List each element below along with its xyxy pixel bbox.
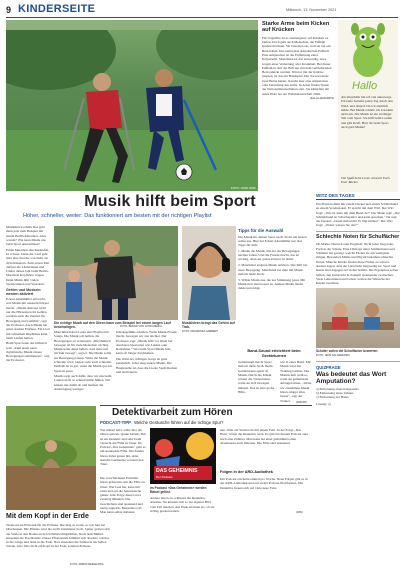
middle-para-2: Musik sorgt auch dafür, dass wir uns beim Laufen nicht so schnell müde fühlen. Wir lenken uns damit ab und merken die Anstrengung weniger. (54, 374, 112, 392)
peanut-text: Vielerorts ist Erntezeit für die Erdnuss. Die mag es warm, so wie hier bei Oberhausen. Die Pflanze wird bis zu 60 Zentimeter hoch. Später graben sich die Stiele in den Boden zu den Schmetterlingsblüten. Nach dem Blühen entstehen die Fruchtstiele. Dieser Pflanzenteil krümmt sich abwärts, wächst in die Länge und dann in die Erde. Dort entstehen die Samen in der hellen Schale. Also bitte nicht ein Kopf in der Erde, sondern Erdnuss. (6, 523, 110, 549)
folgen-head: Folgen in der ARD-Audiothek (220, 470, 273, 474)
podcast-cover-caption: Im Podcast »Das Geheimnis« werden Rätsel gelöst. (150, 486, 207, 495)
tips-point-3: 3. Wähle Musik aus, die zur Stimmung passt. Mit Musik hört man besser zu. Andere Musik macht müde und ruhig. (238, 277, 306, 291)
quiz-solution: Lösung: a) (316, 401, 331, 406)
left-para-2: Einen Marathon durchzulaufen, ist schwer. Denn der Lauf geht über eine Strecke von mehr als 40 Kilometern. Zum ersten Mal durften die Läuferinnen und Läufer dieses Jahr beim Berlin-Marathon Kopfhörer tragen. Denn Musik hilft vielen Sportlerinnen und Sportlern. (6, 247, 50, 287)
mascot-greeting: Hallo (352, 80, 378, 92)
peanut-scene (6, 406, 96, 510)
podcast-rule (100, 405, 312, 406)
podcast-author: (DPA) (296, 511, 303, 514)
headphones-caption: Musikhören bringt das Gehirn auf Trab. (182, 321, 235, 330)
left-para-1: Musikhören erhöht Das geht dann jetzt zum Beispiel mit einem Berlin-Marathon. Aber warum? Wie kann Musik uns beim Sport unterstützen? (6, 225, 47, 247)
podcast-col-4b: Der Podcast erscheint einmal pro Woche. Neue Folgen gibt es in der ARD-Audiothek und auf vielen Podcast-Plattformen. Die Detektive freuen sich auf viele neue Fans. (220, 477, 308, 490)
peanut-headline: Mit dem Kopf in der Erde (6, 513, 89, 520)
athlete-story (262, 21, 334, 191)
page-number: 9 (6, 5, 12, 15)
podcast-kicker-line (100, 420, 223, 425)
tips-point-1: 1. Musik die Musik, mit der die Bewegungen leichter fallen. Und die Freude macht, das ist wichtig, denn der ganze Körper ist dabei. (238, 248, 300, 262)
running-scene (54, 226, 178, 320)
mascot-box (338, 20, 398, 192)
headphones-photo (182, 226, 236, 320)
quiz-question: Was bedeutet das Wort Amputation? (316, 370, 387, 385)
witz-text: Ein Mann kommt mit einem Dackel und einem Schäferhund zu einem Vereinslokal. Er spricht mit dem Wirt. Der Wirt fragt: „Was ist denn mit dem Hund da?“ Der Mann sagt: „Der Schäferhund ist Schachspieler und kann sprechen.“ Da sagt der Dackel: „Glaub ihm nicht! Er lügt immer!“ Der Wirt fragt: „Woher wissen Sie das?“ (316, 202, 400, 228)
band-text-2: wie in einer Band. Mit Musik wird das Training leichter. Die Mannschaft weiß so, wann sie gemeinsam anfangen muss. „Wenn wir zusammen Musik hören, klappt alles besser“, sagt der Trainer. (280, 360, 312, 403)
headphones-scene (182, 226, 236, 320)
athlete-author: (ELLA HANIAMPS) (310, 95, 334, 100)
middle-para-1: Manchmal haben Leute eine Playlist mit Songs. Die Musik soll helfen, die Bewegungen zu verbessern. „Rhythmisch bewegen ist für viele Menschen wichtig. Musik kann dabei helfen, dass man sich im Takt bewegt“, sagt er. Die Musik sollte zur Bewegung passen. Wenn die Musik schneller wird, laufen viele auch schneller. Deshalb ist es gut, wenn die Musik gut zur Sportart passt. (54, 330, 112, 373)
witz-divider (316, 231, 400, 232)
tips-point-2: 2. Manchmal anderen Musik anhören. Das hilft bei einer Bewegung. Manchmal hat man mit Musik einfach mehr Kraft. (238, 263, 308, 276)
middle-para-4: Die Wahl der richtigen Songs ist ganz persönlich. Jeder mag andere Musik. Die Hauptsache ist, dass die Lieder Spaß machen und motivieren. (116, 356, 178, 374)
main-left-column (6, 225, 50, 364)
witz-title: WITZ DES TAGES (316, 193, 400, 200)
peanut-photo (6, 406, 96, 510)
left-subhead: Gehirn und Muskeln werden aktiviert (6, 287, 41, 296)
school-photo (316, 288, 400, 348)
tips-box (238, 228, 310, 322)
podcast-question: Welche Geräusche führen auf die richtige Spur? (134, 420, 224, 425)
runners-photo (54, 226, 178, 320)
band-sound (238, 349, 310, 358)
runners-caption: Die richtige Musik auf den Ohren kann zum Beispiel bei einem langen Lauf beschwingen. (54, 321, 171, 330)
podcast-kicker: PODCAST-TIPP (100, 420, 131, 425)
podcast-col-4: nen. Oder ein Sturm tobt mit einem Fehl. In der Folge „Das Haus“ hören die Detektive nach. Es gibt bei diesem Podcast aber noch eine Zuhörer. Man kann bei einer geheimnisvollen Abenteuern auch mitraten. Die Fälle sind spannend. (220, 428, 309, 445)
headphones-credit: FOTO: FRANZISKA GABBERT (182, 330, 219, 333)
header-rule (6, 17, 398, 18)
football-scene (6, 20, 258, 191)
band-head: Band-Sound erleichtert beim Geräteturnen (247, 348, 301, 358)
runners-credit: FOTO: BERND VON JUTRCZENKA (120, 325, 162, 328)
podcast-cover-title: DAS GEHEIMNIS (156, 468, 198, 474)
band-text-1: Gemeinsam macht Sport einfach mehr Spaß. Beim Geräteturnen spielt oft Musik. Durch die Musik wissen die Turnerinnen, wann sie sich bewegen müssen. Das ist eine große Hilfe. (238, 360, 275, 395)
athlete-headline: Starke Arme beim Kicken auf Krücken (262, 21, 330, 34)
tips-intro: Die Musik für deinen Sport sucht du dir am besten selbst aus. Hier hat Eckart Altenmüller nur drei Tipps für dich: (238, 234, 307, 248)
issue-date: Mittwoch, 13. November 2021 (286, 8, 337, 12)
main-middle-column-2 (116, 330, 178, 375)
peanut-credit: FOTO: ARMIN WEIGEL/DPA (70, 563, 104, 566)
grades-text: Ob Mathe, Deutsch oder Englisch: Nicht jeder mag jedes Fach in der Schule. Eine Umfrage unter Schülerinnen und Schülern hat gezeigt, welche Fächer sie am wenigsten mögen. Besonders Mathe und Physik bekamen schlechte Noten. Manche Kinder finden diese Fächer zu schwer. Andere sagen, dass der Unterricht langweilig ist. Sport und Kunst sind dagegen bei vielen beliebt. Die Ergebnisse sollen helfen, den Unterricht in Zukunft spannender zu machen. Viele Lehrerinnen und Lehrer wollen die Wünsche der Kinder beachten. (316, 242, 399, 286)
athlete-text: Für Ungeübte ist es anstrengend, auf Krücken zu laufen. Doch geht auch Menschen, die Fußball spielen möchten. Sie brauchen sie, weil sie nur ein Bein haben. Das nennt man Amputierten-Fußball. Eine Amputation ist die Entfernung eines Körperteils. Manchmal ist das notwendig, etwa wegen einer Verletzung oder Krankheit. Bei dieser Fußballart darf der Ball nur mit dem verbleibenden Bein gekickt werden. Wird er mit der Krücke gespielt, ist das ein Handspiel. Der Torwart muss zwei Beine haben, braucht aber eine Amputation oder Verletzung des Arms. In Asien finden Spiele der Nationalmannschaften statt. Sie kämpften um einen Platz bei der Weltmeisterschaft 2026. (262, 35, 332, 96)
main-middle-column-1 (54, 330, 112, 393)
mascot-text: Als Wauchbär bin ich viel unterwegs. Ich laufe beinahe jeden Tag durch den Wald, und danach bin ich ziemlich müde. Bei Musik schlafe ich trotzdem nicht ein. Die Musik ist ein wichtiger Teil vom Sport. Sie hilft beim Laufen und gibt Kraft. Hört ihr beim Sport auch gern Musik? (341, 95, 393, 130)
racker-mascot-icon (338, 20, 398, 82)
podcast-col-1: Wer Rätsel liebt, sollte hier die Ohren spitzen. Quinn Dennis Tim ist ein Detektiv und sein Team versucht die Fälle zu lösen. Im Podcast „Das Geheimnis“ geht es um spannende Fälle. Die Kinder hören dabei genau hin, denn manche Geräusche verraten den Täter. (100, 428, 146, 467)
main-subhead: Höher, schneller, weiter: Das funktioniert am besten mit der richtigen Playlist (23, 213, 212, 219)
main-headline: Musik hilft beim Sport (84, 193, 256, 210)
school-caption: Schüler sollen die Schulfächer bewerten. (316, 349, 379, 354)
podcast-col-2: Die verschiedenen Ermittler hören genau hin, um die Fälle zu lösen. Wer Lust hat, kann mit raten und auf die Spurensuche gehen. Jede Folge dauert etwa zwanzig Minuten. Die Geschichten sind spannend und lustig zugleich. Besonders toll: Man kann selbst mitraten. (100, 476, 145, 515)
grades-title: Schlechte Noten für Schulfächer (316, 234, 400, 241)
right-sidebar (316, 193, 400, 568)
podcast-cover (150, 428, 216, 484)
podcast-col-3: Andere hören zu, während die Detektive arbeiten. Sie können sich so ein eigenes Bild vom Fall machen. Am Ende erfahren sie, ob sie richtig geraten haben. (150, 496, 215, 513)
section-title: KINDERSEITE (18, 3, 96, 15)
podcast-headline: Detektivarbeit zum Hören (112, 407, 233, 418)
mascot-signoff: Viel Spaß beim Lesen wünscht Euch Euer Racker (341, 176, 390, 185)
left-para-3: Eckart Altenmüller erforscht, was Musik mit unserem Körper macht. „Musik aktiviert nicht nur die Hörzentren im Gehirn, sondern auch die Zentren für Bewegung und Gefühle“, sagt der Professor. Auch Musik hat einen starken Einfluss. Ein Lied mit schnellem Rhythmus kann beim Laufen helfen. (6, 297, 50, 340)
tips-title: Tipps für die Auswahl (238, 228, 284, 233)
school-scene (316, 288, 400, 348)
amputee-football-photo (6, 20, 258, 191)
school-credit: FOTO: JENS KALAENE/DPA (316, 353, 350, 357)
quiz-title: QUIZFRAGE (316, 364, 341, 370)
quiz-answers: a) Entfernung eines Körperteils b) Entfernung eines Zahnes c) Entfernung der Haare (316, 386, 359, 400)
podcast-cover-sub: Der Podcast (156, 475, 173, 479)
quiz-divider (316, 361, 400, 362)
band-author: (DPA/AP) (296, 401, 308, 404)
photo-credit: FOTO: JOHN HAFF (231, 186, 256, 190)
middle-para-3: Glücksgefühle erhöhen. Wenn Musik Freude macht, bewegen wir uns leichter. Der Professor sagt: „Musik hilft vor allem bei Ausdauer-Sportarten wie Laufen oder Radfahren.“ Wer beim Sport Musik hört, kann oft länger durchhalten. (116, 330, 177, 356)
left-para-4: Beim Sport kann das hilfreich sein. „Zum einen kann rhythmische Musik unsere Bewegungen stabilisieren“, sagt der Professor. (6, 341, 50, 363)
